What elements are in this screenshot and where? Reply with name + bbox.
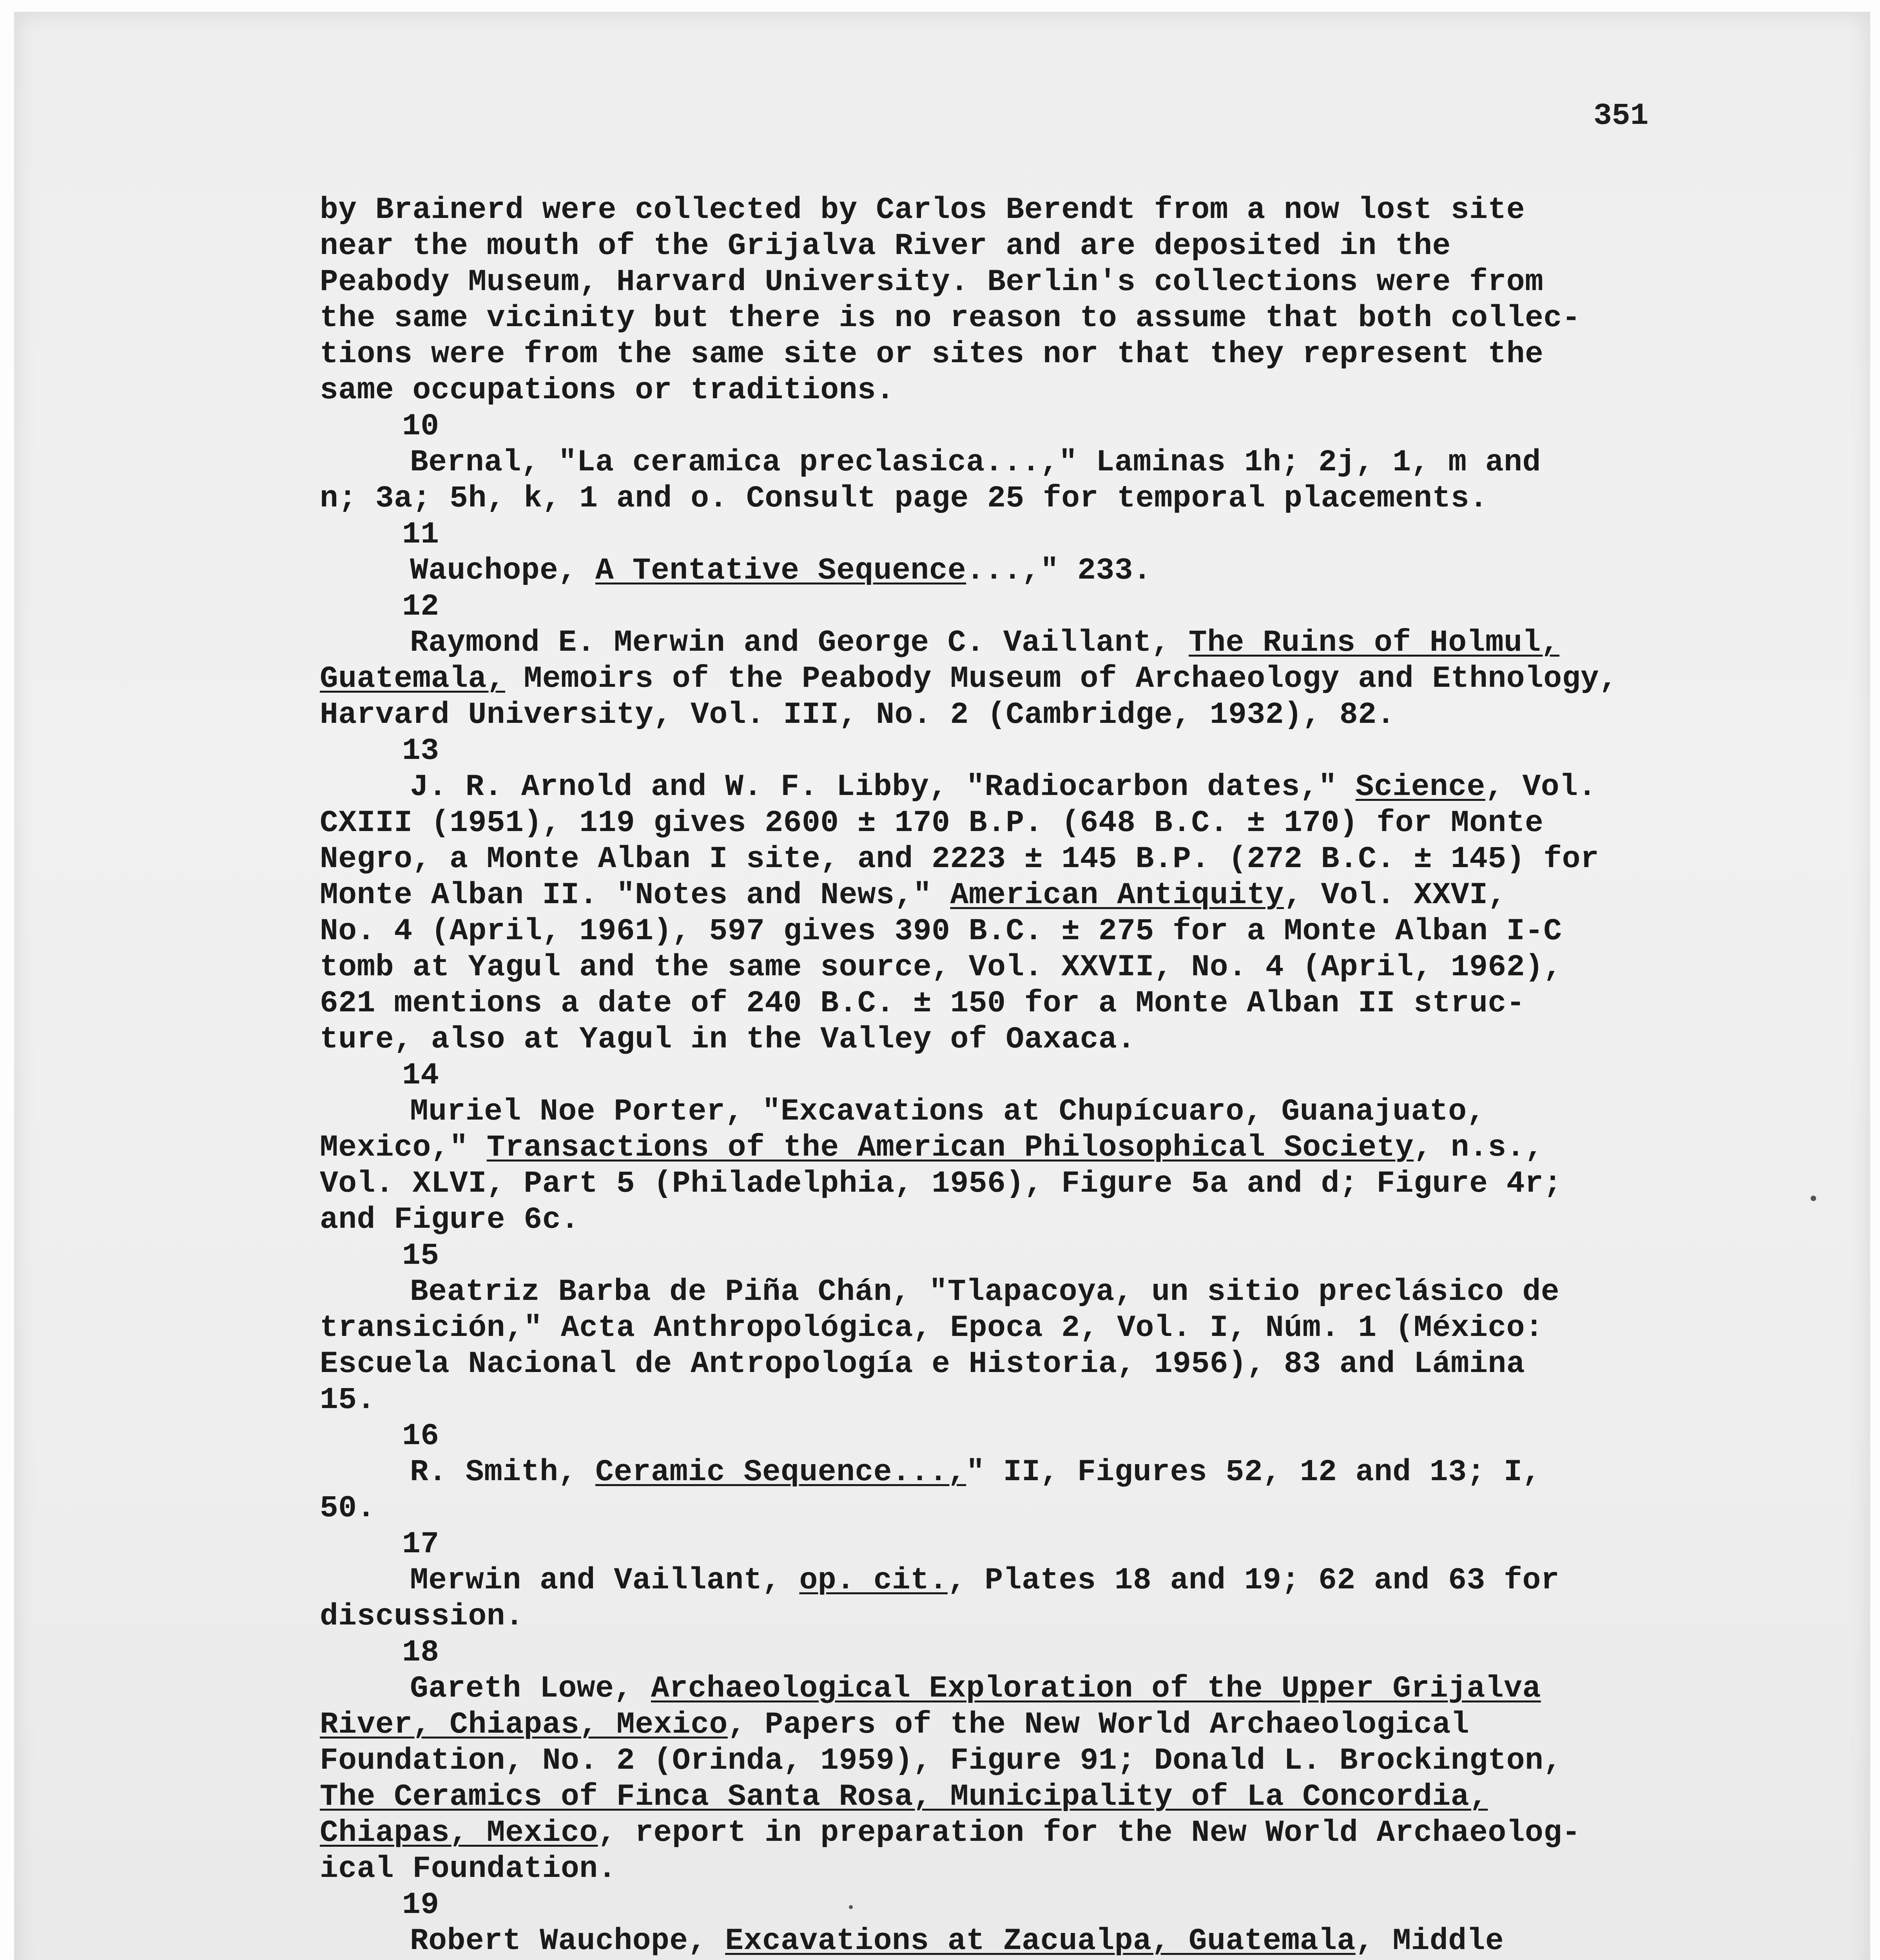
- text-segment: tions were from the same site or sites nor that they represent the: [320, 337, 1544, 372]
- text-segment: Harvard University, Vol. III, No. 2 (Cambridge, 1932), 82.: [320, 698, 1395, 732]
- text-segment: near the mouth of the Grijalva River and are deposited in the: [320, 229, 1451, 263]
- footnote-number: [320, 589, 1621, 625]
- text-segment: Wauchope,: [410, 554, 596, 588]
- text-segment: Escuela Nacional de Antropología e Historia, 1956), 83 and Lámina: [320, 1347, 1525, 1381]
- text-segment: same occupations or traditions.: [320, 373, 895, 408]
- text-segment: ture, also at Yagul in the Valley of Oaxaca.: [320, 1022, 1136, 1057]
- text-line: [320, 372, 1621, 408]
- text-segment: and Figure 6c.: [320, 1203, 580, 1237]
- underlined-title: American Antiquity: [950, 878, 1284, 913]
- text-segment: 50.: [320, 1491, 375, 1526]
- text-segment: Bernal, "La ceramica preclasica...," Laminas 1h; 2j, 1, m and: [410, 445, 1541, 480]
- text-segment: 11: [402, 517, 439, 552]
- text-segment: R. Smith,: [410, 1455, 596, 1490]
- text-segment: 12: [402, 590, 439, 624]
- text-segment: 15: [402, 1239, 439, 1273]
- text-line: [320, 1779, 1621, 1815]
- underlined-title: op. cit.: [799, 1563, 948, 1598]
- text-line: [320, 769, 1621, 805]
- text-segment: Robert Wauchope,: [410, 1924, 725, 1958]
- text-line: [320, 1923, 1621, 1959]
- text-segment: 14: [402, 1058, 439, 1093]
- footnote-number: [320, 1526, 1621, 1563]
- text-segment: Mexico,": [320, 1131, 487, 1165]
- footnote-number: [320, 517, 1621, 553]
- text-line: [320, 1490, 1621, 1526]
- text-segment: , Middle: [1355, 1924, 1504, 1958]
- text-segment: , Plates 18 and 19; 62 and 63 for: [947, 1563, 1560, 1598]
- text-line: [320, 481, 1621, 517]
- text-line: [320, 264, 1621, 300]
- text-segment: Gareth Lowe,: [410, 1671, 651, 1706]
- text-segment: Muriel Noe Porter, "Excavations at Chupícuaro, Guanajuato,: [410, 1094, 1485, 1129]
- text-segment: 19: [402, 1888, 439, 1922]
- underlined-title: Archaeological Exploration of the Upper Grijalva: [651, 1671, 1541, 1706]
- footnote-number: [320, 733, 1621, 769]
- text-line: [320, 300, 1621, 336]
- text-line: [320, 1274, 1621, 1310]
- text-line: [320, 1202, 1621, 1238]
- text-segment: Negro, a Monte Alban I site, and 2223 ± 145 B.P. (272 B.C. ± 145) for: [320, 842, 1599, 877]
- text-line: [320, 1094, 1621, 1130]
- footnote-number: [320, 1887, 1621, 1923]
- text-line: [320, 336, 1621, 372]
- text-segment: Monte Alban II. "Notes and News,": [320, 878, 950, 913]
- text-segment: Memoirs of the Peabody Museum of Archaeology and Ethnology,: [505, 662, 1618, 696]
- text-segment: CXIII (1951), 119 gives 2600 ± 170 B.P. (648 B.C. ± 170) for Monte: [320, 806, 1544, 840]
- text-segment: J. R. Arnold and W. F. Libby, "Radiocarbon dates,": [410, 770, 1356, 804]
- footnote-number: [320, 408, 1621, 445]
- text-line: [320, 985, 1621, 1022]
- text-segment: transición," Acta Anthropológica, Epoca 2, Vol. I, Núm. 1 (México:: [320, 1311, 1544, 1345]
- text-segment: Peabody Museum, Harvard University. Berlin's collections were from: [320, 265, 1544, 299]
- text-line: [320, 1454, 1621, 1490]
- text-segment: , Papers of the New World Archaeological: [727, 1708, 1470, 1742]
- text-line: [320, 877, 1621, 913]
- text-segment: 10: [402, 409, 439, 444]
- text-segment: " II, Figures 52, 12 and 13; I,: [966, 1455, 1541, 1490]
- text-line: [320, 1743, 1621, 1779]
- footnote-number: [320, 1238, 1621, 1274]
- text-segment: , Vol.: [1485, 770, 1597, 804]
- text-line: [320, 1599, 1621, 1635]
- text-line: [320, 192, 1621, 228]
- footnote-number: [320, 1058, 1621, 1094]
- text-line: [320, 913, 1621, 949]
- text-segment: 13: [402, 734, 439, 768]
- underlined-title: Guatemala,: [320, 662, 506, 696]
- text-segment: , report in preparation for the New World Archaeolog-: [598, 1816, 1581, 1850]
- text-line: [320, 228, 1621, 264]
- text-segment: , Vol. XXVI,: [1284, 878, 1507, 913]
- photocopied-page: [14, 12, 1870, 1960]
- scan-speck: [1811, 1196, 1816, 1201]
- text-segment: 17: [402, 1527, 439, 1562]
- underlined-title: Chiapas, Mexico: [320, 1816, 598, 1850]
- underlined-title: The Ruins of Holmul,: [1188, 626, 1560, 660]
- text-line: [320, 1563, 1621, 1599]
- text-line: [320, 1707, 1621, 1743]
- underlined-title: A Tentative Sequence: [595, 554, 966, 588]
- scan-speck: [849, 1905, 853, 1909]
- text-segment: by Brainerd were collected by Carlos Berendt from a now lost site: [320, 193, 1525, 227]
- text-segment: , n.s.,: [1414, 1131, 1544, 1165]
- text-line: [320, 1382, 1621, 1418]
- text-segment: Vol. XLVI, Part 5 (Philadelphia, 1956), Figure 5a and d; Figure 4r;: [320, 1167, 1562, 1201]
- text-segment: Merwin and Vaillant,: [410, 1563, 799, 1598]
- text-line: [320, 697, 1621, 733]
- underlined-title: Transactions of the American Philosophical Society: [486, 1131, 1414, 1165]
- text-segment: tomb at Yagul and the same source, Vol. XXVII, No. 4 (April, 1962),: [320, 950, 1562, 985]
- text-line: [320, 841, 1621, 877]
- text-segment: Foundation, No. 2 (Orinda, 1959), Figure 91; Donald L. Brockington,: [320, 1744, 1562, 1778]
- text-segment: ...," 233.: [966, 554, 1152, 588]
- text-segment: 15.: [320, 1383, 375, 1417]
- text-segment: n; 3a; 5h, k, 1 and o. Consult page 25 for temporal placements.: [320, 481, 1488, 516]
- text-line: [320, 625, 1621, 661]
- text-segment: 16: [402, 1419, 439, 1454]
- text-line: [320, 445, 1621, 481]
- text-line: [320, 1851, 1621, 1887]
- text-segment: Raymond E. Merwin and George C. Vaillant,: [410, 626, 1189, 660]
- text-segment: 18: [402, 1635, 439, 1670]
- underlined-title: River, Chiapas, Mexico: [320, 1708, 728, 1742]
- text-line: [320, 1815, 1621, 1851]
- footnotes-text: [320, 192, 1621, 1960]
- text-segment: Beatriz Barba de Piña Chán, "Tlapacoya, un sitio preclásico de: [410, 1275, 1560, 1309]
- text-segment: ical Foundation.: [320, 1852, 616, 1886]
- text-segment: No. 4 (April, 1961), 597 gives 390 B.C. ± 275 for a Monte Alban I-C: [320, 914, 1562, 949]
- footnote-number: [320, 1418, 1621, 1454]
- underlined-title: The Ceramics of Finca Santa Rosa, Municipality of La Concordia,: [320, 1780, 1488, 1814]
- footnote-number: [320, 1635, 1621, 1671]
- text-segment: 621 mentions a date of 240 B.C. ± 150 for a Monte Alban II struc-: [320, 986, 1525, 1021]
- text-line: [320, 1346, 1621, 1382]
- underlined-title: Excavations at Zacualpa, Guatemala: [725, 1924, 1356, 1958]
- text-line: [320, 1310, 1621, 1346]
- text-line: [320, 805, 1621, 841]
- text-segment: the same vicinity but there is no reason to assume that both collec-: [320, 301, 1581, 336]
- page-number: 351: [1594, 99, 1649, 133]
- underlined-title: Science: [1355, 770, 1485, 804]
- underlined-title: Ceramic Sequence...,: [595, 1455, 966, 1490]
- text-segment: discussion.: [320, 1599, 524, 1634]
- text-line: [320, 1166, 1621, 1202]
- text-line: [320, 949, 1621, 985]
- text-line: [320, 553, 1621, 589]
- text-line: [320, 1130, 1621, 1166]
- text-line: [320, 1671, 1621, 1707]
- text-line: [320, 661, 1621, 697]
- text-line: [320, 1022, 1621, 1058]
